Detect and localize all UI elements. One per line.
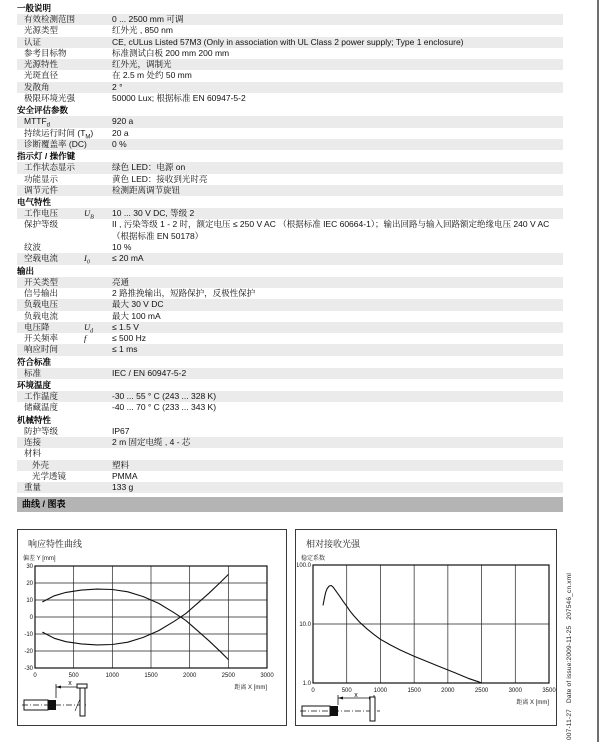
spec-label: 工作电压 $U_B$ xyxy=(24,208,94,221)
spec-label: 有效检测范围 xyxy=(24,14,76,24)
spec-value: 0 % xyxy=(112,138,127,149)
spec-value: 2 路推挽输出，短路保护，反极性保护 xyxy=(112,287,256,298)
x-tick-label: 500 xyxy=(68,673,79,680)
spec-row xyxy=(17,48,563,59)
x-tick-label: 0 xyxy=(33,673,37,680)
chart-title: 相对接收光强 xyxy=(306,539,361,550)
dimension-label: x xyxy=(354,693,358,700)
charts-section-header xyxy=(17,497,563,512)
sensor-target-schematic xyxy=(300,693,404,723)
spec-row xyxy=(17,185,563,196)
y-tick-label: -10 xyxy=(24,632,33,639)
spec-label: 标准 xyxy=(24,367,42,378)
x-tick-label: 2000 xyxy=(441,688,455,695)
spec-label: 工作温度 xyxy=(24,391,59,402)
spec-section-header: 安全评估参数 xyxy=(17,105,69,116)
spec-row xyxy=(17,174,563,185)
spec-section-header: 一般说明 xyxy=(17,3,52,13)
x-tick-label: 0 xyxy=(311,688,315,695)
x-tick-label: 3500 xyxy=(542,688,556,695)
spec-label: 信号输出 xyxy=(24,287,59,298)
spec-label: 光源类型 xyxy=(24,25,59,36)
chart-panel-received-light xyxy=(295,529,557,726)
spec-symbol: $U_B$ xyxy=(84,208,94,221)
spec-row xyxy=(17,139,563,150)
spec-label: 光学透镜 xyxy=(32,470,67,481)
spec-label: 重量 xyxy=(24,482,42,493)
spec-value: 红外光 , 850 nm xyxy=(112,25,173,36)
spec-value: 10 % xyxy=(112,242,132,253)
page-right-border xyxy=(597,0,599,742)
spec-label: 工作状态显示 xyxy=(24,162,76,173)
x-tick-label: 3000 xyxy=(508,688,522,695)
spec-section-header: 指示灯 / 操作键 xyxy=(17,151,76,162)
spec-section-header: 机械特性 xyxy=(17,414,52,425)
spec-label: 功能显示 xyxy=(24,173,59,184)
spec-table xyxy=(17,2,563,493)
x-tick-label: 1500 xyxy=(407,688,421,695)
spec-value: 黄色 LED：接收到光时亮 xyxy=(112,173,208,184)
y-axis-label: 稳定系数 xyxy=(301,556,326,563)
spec-value: 绿色 LED：电源 on xyxy=(112,162,186,173)
spec-label: 防护等级 xyxy=(24,425,59,436)
x-tick-label: 500 xyxy=(341,688,352,695)
spec-row xyxy=(17,116,563,130)
x-tick-label: 2500 xyxy=(474,688,489,695)
spec-label: 调节元件 xyxy=(24,184,59,195)
x-axis-label: 距离 X [mm] xyxy=(234,685,267,692)
spec-row xyxy=(17,93,563,104)
y-tick-label: 10 xyxy=(26,598,33,605)
spec-value: 133 g xyxy=(112,482,134,493)
spec-value: -40 ... 70 ° C (233 ... 343 K) xyxy=(112,402,217,413)
spec-label: 连接 xyxy=(24,436,42,447)
spec-label: $MTTF_d$ xyxy=(24,116,51,130)
spec-section-header: 电气特性 xyxy=(17,197,52,208)
x-tick-label: 2500 xyxy=(221,673,236,680)
spec-value: -30 ... 55 ° C (243 ... 328 K) xyxy=(112,391,217,402)
spec-row xyxy=(17,368,563,379)
spec-symbol: $U_d$ xyxy=(84,321,94,335)
spec-label: 开关频率 f xyxy=(24,333,87,344)
spec-value: 最大 30 V DC xyxy=(112,299,164,310)
x-tick-label: 1000 xyxy=(105,673,120,680)
spec-label: 负载电压 xyxy=(24,299,59,310)
dimension-label: x xyxy=(68,680,72,688)
spec-row xyxy=(17,426,563,437)
spec-label: 储藏温度 xyxy=(24,402,59,413)
spec-row xyxy=(17,402,563,413)
spec-value: 标准测试白板 200 mm 200 mm xyxy=(112,47,230,58)
spec-row xyxy=(17,471,563,482)
spec-row xyxy=(17,448,563,459)
spec-row xyxy=(17,128,563,139)
spec-row xyxy=(17,344,563,355)
spec-value: ≤ 20 mA xyxy=(112,253,144,264)
spec-row xyxy=(17,288,563,299)
spec-label: 发散角 xyxy=(24,81,50,92)
spec-section-header: 符合标准 xyxy=(17,356,52,367)
spec-value: 20 a xyxy=(112,127,129,138)
y-tick-label: 30 xyxy=(26,564,33,571)
spec-value: PMMA xyxy=(112,470,138,481)
spec-row xyxy=(17,299,563,310)
spec-section-header: 输出 xyxy=(17,265,35,276)
spec-row xyxy=(17,253,563,267)
spec-label: 外壳 xyxy=(32,459,50,470)
document-footnote: 007-11-27 Date of issue:2009-11-25 207546_cn.xml xyxy=(566,573,573,740)
spec-label: 认证 xyxy=(24,36,42,47)
y-tick-label: -20 xyxy=(24,649,33,656)
spec-label: 纹波 xyxy=(24,242,42,253)
spec-row xyxy=(17,219,563,242)
spec-label: 诊断覆盖率 (DC) xyxy=(24,138,87,149)
spec-row xyxy=(17,59,563,70)
y-tick-label: -30 xyxy=(24,666,33,673)
y-tick-label: 10.0 xyxy=(299,622,311,629)
y-axis-label: 偏差 Y [mm] xyxy=(23,556,56,563)
spec-value: IEC / EN 60947-5-2 xyxy=(112,367,187,378)
spec-row xyxy=(17,82,563,93)
spec-row xyxy=(17,437,563,448)
spec-value: IP67 xyxy=(112,425,130,436)
charts-row xyxy=(17,529,563,726)
spec-row xyxy=(17,162,563,173)
spec-row xyxy=(17,277,563,288)
y-tick-label: 1.0 xyxy=(302,681,311,688)
spec-section-header: 环境温度 xyxy=(17,380,52,391)
spec-value xyxy=(112,448,563,459)
spec-label: 材料 xyxy=(24,448,42,459)
spec-value: 在 2.5 m 处约 50 mm xyxy=(112,70,192,81)
spec-value: ≤ 1.5 V xyxy=(112,321,139,332)
spec-value: 塑料 xyxy=(112,459,130,470)
spec-label: 保护等级 xyxy=(24,219,59,230)
spec-row xyxy=(17,333,563,344)
spec-label: 光源特性 xyxy=(24,59,59,70)
x-tick-label: 1000 xyxy=(373,688,388,695)
spec-label: 空载电流 $I_0$ xyxy=(24,253,90,267)
spec-value: ≤ 500 Hz xyxy=(112,333,146,344)
charts-section-title: 曲线 / 图表 xyxy=(22,499,66,510)
spec-row xyxy=(17,460,563,471)
spec-label: 极限环境光强 xyxy=(24,93,76,104)
chart-title: 响应特性曲线 xyxy=(28,539,83,550)
spec-symbol: f xyxy=(84,333,87,344)
x-tick-label: 1500 xyxy=(144,673,158,680)
spec-symbol: $I_0$ xyxy=(84,253,90,267)
spec-value: 亮通 xyxy=(112,276,130,287)
spec-row xyxy=(17,391,563,402)
spec-row xyxy=(17,482,563,493)
spec-value: 920 a xyxy=(112,116,134,127)
spec-row xyxy=(17,25,563,36)
x-axis-label: 距离 X [mm] xyxy=(516,700,549,707)
spec-value: 红外光，调制光 xyxy=(112,59,172,70)
spec-label: 电压降 $U_d$ xyxy=(24,321,94,335)
spec-row xyxy=(17,242,563,253)
spec-row xyxy=(17,70,563,81)
spec-label: 参考目标物 xyxy=(24,47,67,58)
spec-value: ≤ 1 ms xyxy=(112,344,138,355)
spec-label: 负载电流 xyxy=(24,310,59,321)
spec-value: 10 ... 30 V DC, 等级 2 xyxy=(112,208,195,219)
spec-value: 最大 100 mA xyxy=(112,310,161,321)
spec-value: 0 ... 2500 mm 可调 xyxy=(112,14,184,24)
spec-value: 2 m 固定电缆 , 4 - 芯 xyxy=(112,436,191,447)
chart-panel-response-curve xyxy=(17,529,287,726)
spec-label: 响应时间 xyxy=(24,344,59,355)
y-tick-label: 20 xyxy=(26,581,33,588)
y-tick-label: 0 xyxy=(29,615,33,622)
spec-row xyxy=(17,322,563,333)
spec-value: II , 污染等级 1 - 2 时，额定电压 ≤ 250 V AC （根据标准 IEC 60664-1）；输出回路与输入回路额定绝缘电压 240 V AC （根据标准 EN 50178） xyxy=(112,219,550,241)
y-tick-label: 100.0 xyxy=(297,563,311,570)
spec-label: 光斑直径 xyxy=(24,70,59,81)
spec-value: 2 ° xyxy=(112,81,123,92)
spec-row xyxy=(17,311,563,322)
x-tick-label: 3000 xyxy=(260,673,274,680)
datasheet-content xyxy=(17,2,563,726)
spec-row xyxy=(17,14,563,25)
sensor-target-schematic xyxy=(22,678,114,722)
spec-row xyxy=(17,37,563,48)
spec-label: 持续运行时间 $(T_M)$ xyxy=(24,127,94,141)
spec-value: CE, cULus Listed 57M3 (Only in association with UL Class 2 power supply; Type 1 enclosure) xyxy=(112,36,464,47)
spec-value: 50000 Lux; 根据标准 EN 60947-5-2 xyxy=(112,93,246,104)
spec-label: 开关类型 xyxy=(24,276,59,287)
x-tick-label: 2000 xyxy=(182,673,197,680)
spec-row xyxy=(17,208,563,219)
spec-value: 检测距离调节旋钮 xyxy=(112,184,181,195)
